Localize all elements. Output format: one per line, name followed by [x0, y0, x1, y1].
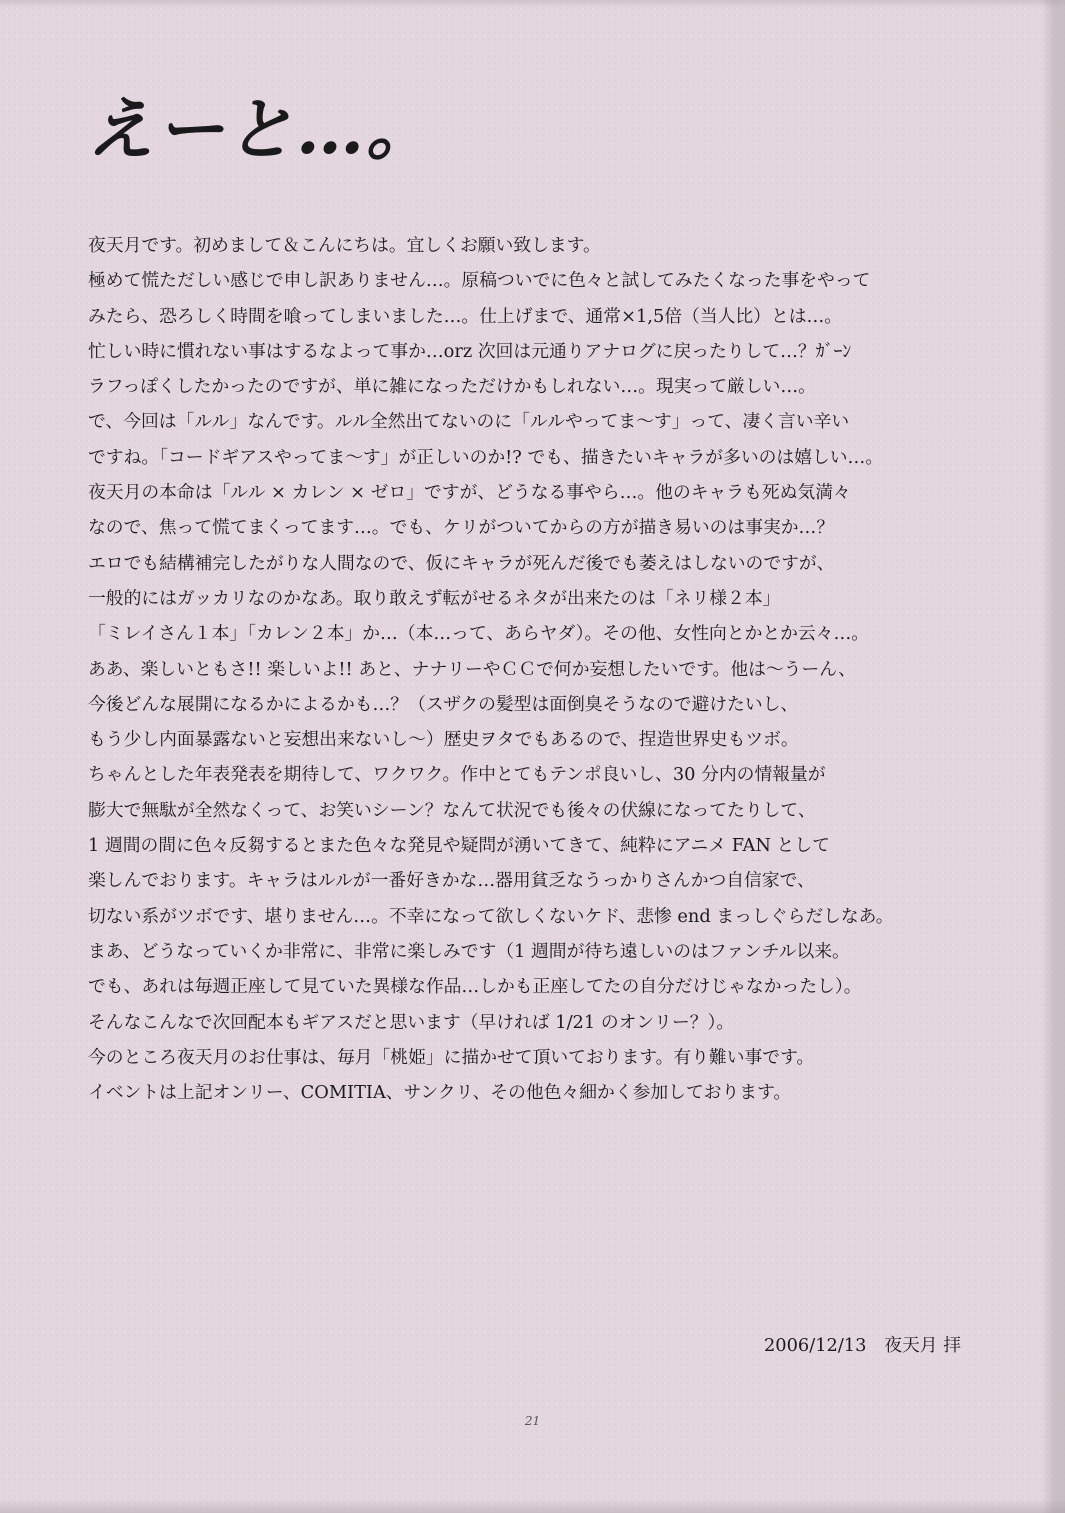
page-title: えーと…。: [86, 90, 437, 170]
text-line: 極めて慌ただしい感じで申し訳ありません…。原稿ついでに色々と試してみたくなった事をやって: [88, 270, 871, 292]
page-right-edge: [1041, 0, 1065, 1513]
text-line: 切ない系がツボです、堪りません…。不幸になって欲しくないケド、悲惨 end まっしぐらだしなあ。: [88, 905, 894, 927]
page-top-edge: [0, 0, 1065, 8]
text-line: ちゃんとした年表発表を期待して、ワクワク。作中とてもテンポ良いし、30 分内の情報量が: [88, 764, 826, 786]
text-line: 夜天月の本命は「ルル × カレン × ゼロ」ですが、どうなる事やら…。他のキャラも死ぬ気満々: [88, 482, 851, 504]
text-line: 膨大で無駄が全然なくって、お笑いシーン？なんて状況でも後々の伏線になってたりして、: [88, 799, 816, 821]
text-line: 一般的にはガッカリなのかなあ。取り敢えず転がせるネタが出来たのは「ネリ様２本」: [88, 587, 781, 609]
text-line: そんなこんなで次回配本もギアスだと思います（早ければ 1/21 のオンリー？）。: [88, 1011, 735, 1033]
text-line: もう少し内面暴露ないと妄想出来ないし〜）歴史ヲタでもあるので、捏造世界史もツボ。: [88, 729, 799, 751]
text-line: 忙しい時に慣れない事はするなよって事か…orz 次回は元通りアナログに戻ったりして…？ｶﾞｰﾝ: [88, 340, 852, 362]
page-number: 21: [524, 1414, 541, 1428]
text-line: エロでも結構補完したがりな人間なので、仮にキャラが死んだ後でも萎えはしないのですが、: [88, 552, 835, 574]
text-line: 1 週間の間に色々反芻するとまた色々な発見や疑問が湧いてきて、純粋にアニメ FAN として: [88, 835, 830, 857]
text-line: 夜天月です。初めまして＆こんにちは。宜しくお願い致します。: [88, 235, 601, 256]
text-line: なので、焦って慌てまくってます…。でも、ケリがついてからの方が描き易いのは事実か…？: [88, 517, 835, 539]
text-line: 楽しんでおります。キャラはルルが一番好きかな…器用貧乏なうっかりさんかつ自信家で、: [88, 870, 815, 892]
body-text: [88, 228, 988, 1110]
text-line: まあ、どうなっていくか非常に、非常に楽しみです（1 週間が待ち遠しいのはファンチル以来。: [88, 940, 850, 962]
text-line: ですね。「コードギアスやってま〜す」が正しいのか!? でも、描きたいキャラが多いのは嬉しい…。: [88, 446, 884, 468]
text-line: みたら、恐ろしく時間を喰ってしまいました…。仕上げまで、通常×1,5倍（当人比）とは…。: [88, 305, 843, 327]
page-bottom-edge: [0, 1499, 1065, 1513]
text-line: で、今回は「ルル」なんです。ルル全然出てないのに「ルルやってま〜す」って、凄く言い辛い: [88, 411, 850, 433]
text-line: でも、あれは毎週正座して見ていた異様な作品…しかも正座してたの自分だけじゃなかったし）。: [88, 976, 862, 998]
text-line: ラフっぽくしたかったのですが、単に雑になっただけかもしれない…。現実って厳しい…。: [88, 376, 816, 398]
signature-date: 2006/12/13 夜天月 拝: [763, 1335, 961, 1356]
text-line: ああ、楽しいともさ!! 楽しいよ!! あと、ナナリーやＣＣで何か妄想したいです。他は〜うーん、: [88, 658, 856, 680]
text-line: 今のところ夜天月のお仕事は、毎月「桃姫」に描かせて頂いております。有り難い事です。: [88, 1046, 815, 1068]
text-line: 「ミレイさん１本」「カレン２本」か…（本…って、あらヤダ）。その他、女性向とかとか云々…。: [88, 623, 870, 645]
text-line: イベントは上記オンリー、COMITIA、サンクリ、その他色々細かく参加しております。: [88, 1082, 792, 1104]
text-line: 今後どんな展開になるかによるかも…？（スザクの髪型は面倒臭そうなので避けたいし、: [88, 693, 799, 715]
